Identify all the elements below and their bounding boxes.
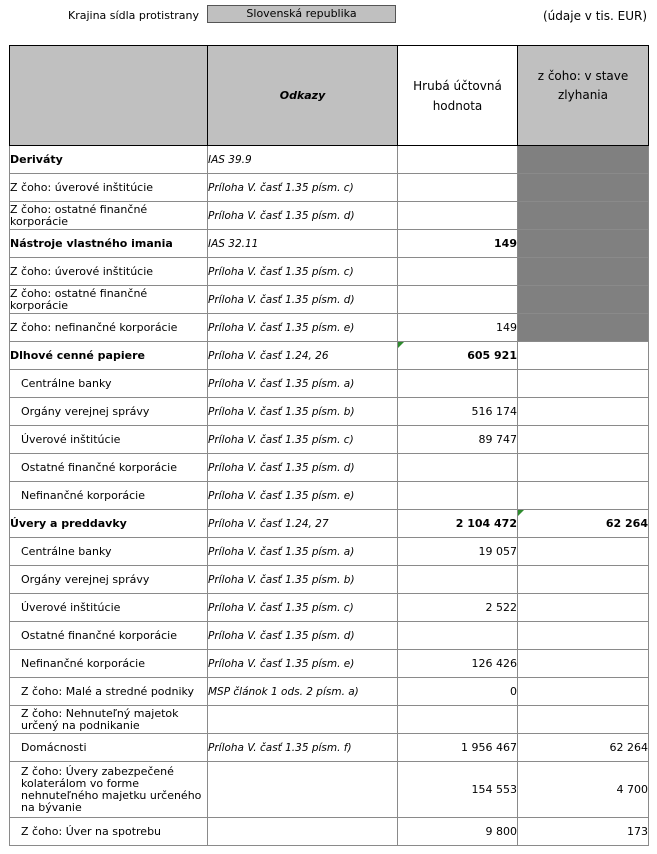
row-ref: IAS 32.11 (208, 230, 398, 258)
row-default[interactable]: 173 (518, 818, 649, 846)
row-gross[interactable]: 0 (398, 678, 518, 706)
row-ref: Príloha V. časť 1.35 písm. e) (208, 314, 398, 342)
row-label: Orgány verejnej správy (10, 398, 208, 426)
table-row (10, 706, 649, 734)
row-default (518, 174, 649, 202)
row-label: Z čoho: Úvery zabezpečené kolaterálom vo forme nehnuteľného majetku určeného na bývanie (10, 762, 208, 818)
row-label: Úverové inštitúcie (10, 426, 208, 454)
row-ref: Príloha V. časť 1.35 písm. d) (208, 202, 398, 230)
row-gross[interactable] (398, 566, 518, 594)
units-note: (údaje v tis. EUR) (542, 9, 647, 23)
row-ref: Príloha V. časť 1.35 písm. c) (208, 174, 398, 202)
table-row (10, 482, 649, 510)
table-row (10, 174, 649, 202)
header-odkazy-text: Odkazy (279, 89, 326, 102)
row-default[interactable]: 62 264 (518, 734, 649, 762)
row-ref: Príloha V. časť 1.35 písm. b) (208, 398, 398, 426)
row-ref: Príloha V. časť 1.35 písm. c) (208, 594, 398, 622)
row-label: Nefinančné korporácie (10, 482, 208, 510)
row-label: Nástroje vlastného imania (10, 230, 208, 258)
row-default (518, 146, 649, 174)
table-row (10, 202, 649, 230)
row-default[interactable] (518, 678, 649, 706)
row-default[interactable] (518, 622, 649, 650)
table-row (10, 342, 649, 370)
row-gross[interactable]: 1 956 467 (398, 734, 518, 762)
row-default (518, 258, 649, 286)
row-gross[interactable]: 126 426 (398, 650, 518, 678)
table-row (10, 678, 649, 706)
row-gross[interactable] (398, 286, 518, 314)
row-gross[interactable]: 9 800 (398, 818, 518, 846)
row-ref: Príloha V. časť 1.35 písm. b) (208, 566, 398, 594)
table-row (10, 734, 649, 762)
table-row (10, 762, 649, 818)
row-ref: Príloha V. časť 1.24, 27 (208, 510, 398, 538)
header-odkazy (208, 46, 398, 146)
row-label: Ostatné finančné korporácie (10, 622, 208, 650)
row-ref (208, 818, 398, 846)
row-label: Z čoho: ostatné finančné korporácie (10, 286, 208, 314)
table-row (10, 426, 649, 454)
row-ref (208, 762, 398, 818)
row-label: Centrálne banky (10, 370, 208, 398)
row-label: Centrálne banky (10, 538, 208, 566)
row-ref: Príloha V. časť 1.35 písm. e) (208, 650, 398, 678)
row-default[interactable] (518, 566, 649, 594)
table-row (10, 650, 649, 678)
table-row (10, 538, 649, 566)
row-ref: Príloha V. časť 1.35 písm. a) (208, 370, 398, 398)
row-default[interactable] (518, 342, 649, 370)
row-gross[interactable] (398, 482, 518, 510)
row-default[interactable] (518, 370, 649, 398)
row-gross[interactable]: 2 522 (398, 594, 518, 622)
row-gross[interactable]: 516 174 (398, 398, 518, 426)
row-ref: Príloha V. časť 1.35 písm. d) (208, 622, 398, 650)
row-gross[interactable]: 149 (398, 230, 518, 258)
row-label: Dlhové cenné papiere (10, 342, 208, 370)
table-row (10, 370, 649, 398)
row-gross[interactable] (398, 342, 518, 370)
row-gross[interactable]: 149 (398, 314, 518, 342)
table-row (10, 622, 649, 650)
row-ref: Príloha V. časť 1.35 písm. d) (208, 454, 398, 482)
row-ref: Príloha V. časť 1.24, 26 (208, 342, 398, 370)
row-label: Z čoho: Úver na spotrebu (10, 818, 208, 846)
table-row (10, 510, 649, 538)
comment-marker-icon[interactable] (398, 342, 404, 348)
header-gross-line1: Hrubá účtovná (413, 78, 502, 93)
table-row (10, 594, 649, 622)
row-default (518, 202, 649, 230)
header-row (10, 46, 649, 146)
row-ref: Príloha V. časť 1.35 písm. d) (208, 286, 398, 314)
row-gross[interactable] (398, 454, 518, 482)
row-default[interactable] (518, 706, 649, 734)
row-default (518, 314, 649, 342)
comment-marker-icon[interactable] (518, 510, 524, 516)
row-label: Ostatné finančné korporácie (10, 454, 208, 482)
row-ref (208, 706, 398, 734)
row-ref: IAS 39.9 (208, 146, 398, 174)
row-default[interactable] (518, 482, 649, 510)
row-gross[interactable]: 154 553 (398, 762, 518, 818)
row-gross-value: 605 921 (467, 349, 517, 362)
row-gross[interactable]: 2 104 472 (398, 510, 518, 538)
row-label: Deriváty (10, 146, 208, 174)
row-label: Úverové inštitúcie (10, 594, 208, 622)
row-default[interactable] (518, 426, 649, 454)
table-row (10, 286, 649, 314)
header-label-cell (10, 46, 208, 146)
row-gross[interactable]: 19 057 (398, 538, 518, 566)
row-label: Z čoho: nefinančné korporácie (10, 314, 208, 342)
row-default[interactable] (518, 650, 649, 678)
header-default-line2: zlyhania (558, 88, 608, 102)
table-row (10, 230, 649, 258)
row-gross[interactable] (398, 258, 518, 286)
row-label: Z čoho: Nehnuteľný majetok určený na podnikanie (10, 706, 208, 734)
row-label: Nefinančné korporácie (10, 650, 208, 678)
country-label: Krajina sídla protistrany (68, 9, 200, 22)
row-default[interactable] (518, 398, 649, 426)
row-label: Z čoho: úverové inštitúcie (10, 258, 208, 286)
row-default[interactable] (518, 538, 649, 566)
table-row (10, 314, 649, 342)
row-default (518, 286, 649, 314)
row-label: Z čoho: ostatné finančné korporácie (10, 202, 208, 230)
row-gross[interactable] (398, 706, 518, 734)
row-label: Z čoho: Malé a stredné podniky (10, 678, 208, 706)
top-bar (0, 0, 657, 30)
row-ref: Príloha V. časť 1.35 písm. c) (208, 258, 398, 286)
header-gross-line2: hodnota (432, 98, 483, 113)
row-label: Orgány verejnej správy (10, 566, 208, 594)
row-label: Domácnosti (10, 734, 208, 762)
row-default[interactable] (518, 594, 649, 622)
table-row (10, 566, 649, 594)
row-label: Z čoho: úverové inštitúcie (10, 174, 208, 202)
row-label: Úvery a preddavky (10, 510, 208, 538)
row-gross[interactable] (398, 622, 518, 650)
row-gross[interactable] (398, 146, 518, 174)
row-gross[interactable] (398, 202, 518, 230)
table-row (10, 258, 649, 286)
table-row (10, 454, 649, 482)
table-row (10, 818, 649, 846)
row-ref: Príloha V. časť 1.35 písm. a) (208, 538, 398, 566)
row-gross[interactable] (398, 174, 518, 202)
row-default-value: 62 264 (605, 517, 648, 530)
row-ref: MSP článok 1 ods. 2 písm. a) (208, 678, 398, 706)
header-default-line1: z čoho: v stave (537, 69, 629, 83)
row-default (518, 230, 649, 258)
row-gross[interactable]: 89 747 (398, 426, 518, 454)
report-table (9, 45, 649, 846)
country-select[interactable]: Slovenská republika (207, 5, 396, 23)
table-row (10, 146, 649, 174)
row-default[interactable] (518, 454, 649, 482)
row-default[interactable] (518, 510, 649, 538)
header-gross (398, 46, 518, 146)
row-ref: Príloha V. časť 1.35 písm. c) (208, 426, 398, 454)
row-ref: Príloha V. časť 1.35 písm. f) (208, 734, 398, 762)
row-gross[interactable] (398, 370, 518, 398)
row-default[interactable]: 4 700 (518, 762, 649, 818)
header-default (518, 46, 649, 146)
row-ref: Príloha V. časť 1.35 písm. e) (208, 482, 398, 510)
table-row (10, 398, 649, 426)
